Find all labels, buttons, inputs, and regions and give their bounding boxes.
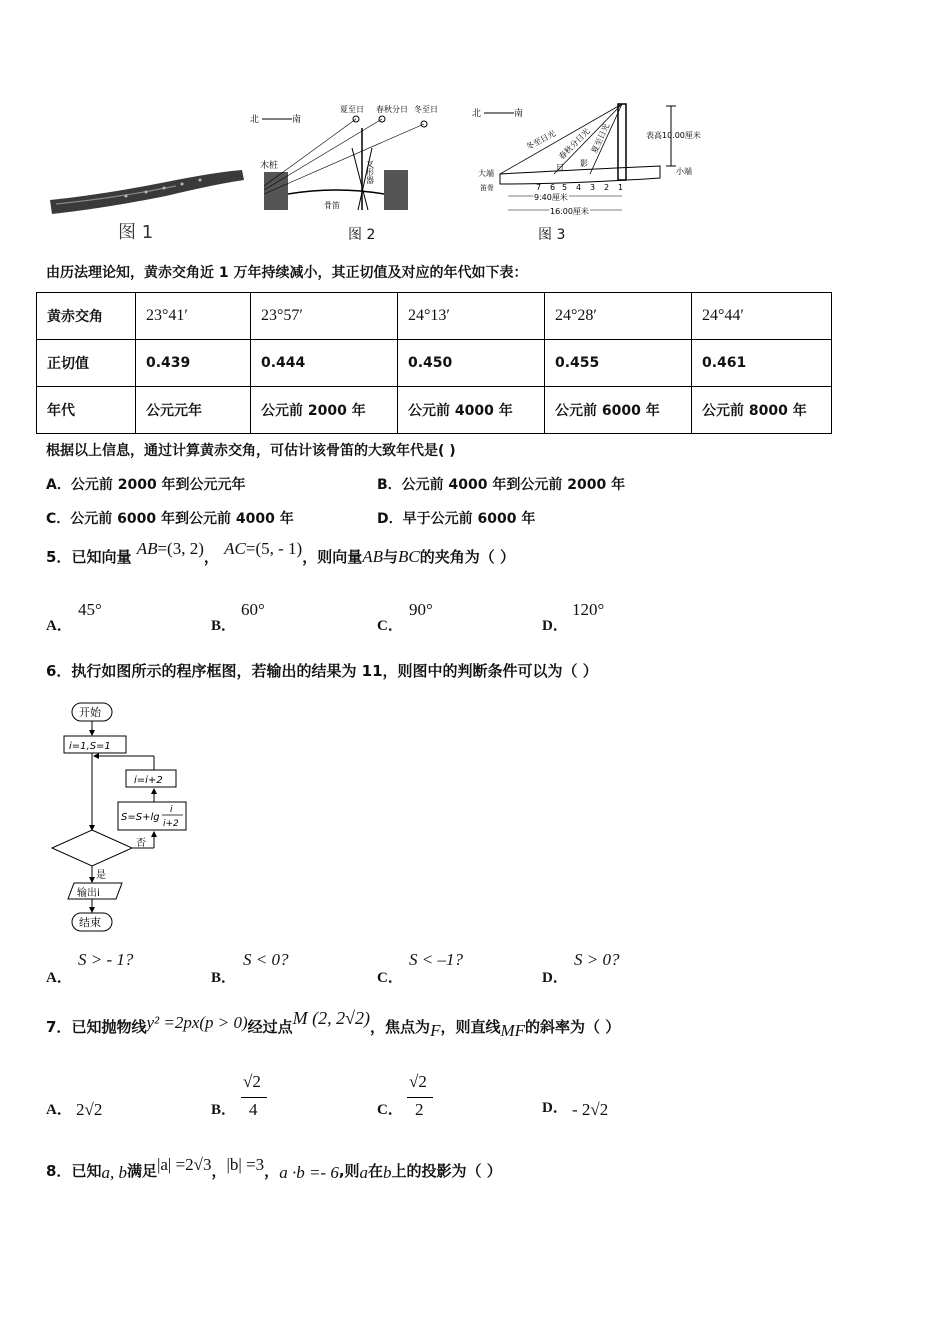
- option-text: 120°: [572, 600, 605, 619]
- q7-option-a[interactable]: [46, 1072, 196, 1128]
- option-label: A．: [46, 970, 72, 986]
- table-row: [37, 387, 832, 434]
- option-label: C．: [377, 1102, 403, 1118]
- q8-vec-a: a: [359, 1163, 369, 1182]
- fig3-small-end: 小端: [676, 167, 692, 176]
- q4-option-c[interactable]: [46, 508, 294, 528]
- option-text: S > 0?: [574, 950, 620, 969]
- fig3-len2: 16.00厘米: [550, 207, 589, 216]
- q7-point: M (2, 2√2): [292, 1008, 371, 1028]
- option-label: D．: [542, 1100, 568, 1116]
- q6-question: 6．执行如图所示的程序框图，若输出的结果为 11，则图中的判断条件可以为（ ）: [46, 662, 598, 680]
- flow-frac-den: i+2: [163, 819, 179, 829]
- option-text: 公元前 2000 年到公元元年: [70, 477, 246, 493]
- table-cell: 0.455: [545, 340, 692, 387]
- q4-option-d[interactable]: [377, 508, 535, 528]
- q5-option-c[interactable]: [377, 598, 497, 634]
- flow-update-i: i=i+2: [134, 775, 163, 786]
- vector-ab: AB: [136, 539, 158, 558]
- fig2-summer: 夏至日: [340, 105, 364, 114]
- q8-num: 8．: [46, 1162, 72, 1180]
- table-cell: 23°57′: [251, 293, 398, 340]
- table-row: [37, 293, 832, 340]
- fig3-tick-3: 3: [590, 183, 596, 192]
- q4-option-a[interactable]: [46, 474, 246, 494]
- figure-3-diagram: [470, 98, 720, 243]
- fig2-forked: 叉形器: [365, 160, 375, 184]
- fig3-shadow1: 日: [556, 163, 564, 172]
- option-text: 60°: [241, 600, 265, 619]
- q8-t5: 上的投影为（ ）: [391, 1162, 502, 1180]
- option-label: B．: [211, 970, 237, 986]
- flow-init: i=1,S=1: [69, 741, 111, 752]
- fig3-north: 北: [472, 109, 482, 119]
- q8-comma2: ，: [264, 1162, 280, 1180]
- flow-yes: 是: [96, 870, 106, 881]
- figure-3: [470, 98, 720, 243]
- q5-option-d[interactable]: [542, 598, 662, 634]
- vector-ab-2: AB: [362, 547, 383, 566]
- intro-text: 由历法理论知，黄赤交角近 1 万年持续减小，其正切值及对应的年代如下表：: [46, 265, 528, 281]
- fig2-bone: 骨笛: [324, 201, 340, 210]
- flow-start: 开始: [79, 706, 101, 719]
- fig3-tick-5: 5: [562, 183, 568, 192]
- q8-vectors: a, b: [101, 1163, 127, 1182]
- q7-question: [46, 1008, 621, 1040]
- q5-question: [46, 539, 515, 567]
- table-cell: 公元前 4000 年: [398, 387, 545, 434]
- option-label: C．: [377, 970, 403, 986]
- flow-frac-num: i: [170, 805, 173, 815]
- fig3-equinox: 春秋分日光: [557, 126, 592, 162]
- q5-t1: 已知向量: [71, 548, 132, 566]
- q8-cond1: |a| =2√3: [156, 1155, 212, 1174]
- option-label: D．: [377, 511, 403, 527]
- option-label: D．: [542, 618, 568, 634]
- option-text: 90°: [409, 600, 433, 619]
- q6-option-d[interactable]: [542, 950, 692, 986]
- flowchart: [50, 698, 210, 938]
- fig2-north: 北: [250, 115, 260, 125]
- q5-option-b[interactable]: [211, 598, 331, 634]
- option-text: 45°: [78, 600, 102, 619]
- fig3-south: 南: [514, 109, 524, 119]
- q6-option-b[interactable]: [211, 950, 361, 986]
- fraction-bar: [241, 1097, 267, 1098]
- fig3-tick-7: 7: [536, 183, 542, 192]
- option-text: 公元前 4000 年到公元前 2000 年: [401, 477, 626, 493]
- q7-focus: F: [430, 1021, 441, 1040]
- q5-comma: ，: [203, 548, 219, 566]
- option-label: C．: [46, 511, 71, 527]
- q8-t1: 已知: [71, 1162, 102, 1180]
- q8-t4: 在: [368, 1162, 384, 1180]
- q8-cond2: |b| =3: [226, 1155, 265, 1174]
- table-cell: 24°13′: [398, 293, 545, 340]
- option-text: 公元前 6000 年到公元前 4000 年: [70, 511, 294, 527]
- q7-t2: 经过点: [247, 1018, 293, 1036]
- option-label: B．: [211, 1102, 237, 1118]
- table-cell: 0.461: [692, 340, 832, 387]
- q8-t2: 满足: [126, 1162, 157, 1180]
- flowchart-diagram: [50, 698, 210, 938]
- table-cell: 23°41′: [136, 293, 251, 340]
- table-cell: 公元元年: [136, 387, 251, 434]
- flow-decision-shape: [52, 830, 132, 866]
- fig3-tick-6: 6: [550, 183, 556, 192]
- row-label: 正切值: [37, 340, 136, 387]
- option-denominator: 4: [249, 1100, 258, 1119]
- table-cell: 24°44′: [692, 293, 832, 340]
- figure-2: [248, 98, 448, 243]
- q5-option-a[interactable]: [46, 598, 166, 634]
- q7-t5: 的斜率为（ ）: [525, 1018, 621, 1036]
- q5-t2: ，则向量: [302, 548, 363, 566]
- figure-2-caption: 图 2: [348, 227, 376, 243]
- q7-num: 7．: [46, 1018, 72, 1036]
- figure-1-caption: 图 1: [118, 222, 154, 243]
- option-label: B．: [377, 477, 402, 493]
- option-denominator: 2: [415, 1100, 424, 1119]
- fig3-summer: 夏至日光: [589, 122, 612, 155]
- q4-option-b[interactable]: [377, 474, 625, 494]
- q8-comma1: ，: [211, 1162, 227, 1180]
- q5-t4: 的夹角为（ ）: [419, 548, 515, 566]
- option-numerator: √2: [409, 1072, 427, 1091]
- q7-equation: y² =2px(p > 0): [146, 1013, 248, 1032]
- option-text: S > - 1?: [78, 950, 134, 969]
- fig2-south: 南: [292, 115, 302, 125]
- q8-t3: ,则: [338, 1162, 360, 1180]
- q7-t3: ，焦点为: [370, 1018, 431, 1036]
- figure-2-diagram: [248, 98, 448, 243]
- fig3-len1: 9.40厘米: [534, 193, 568, 202]
- vector-bc: BC: [398, 547, 420, 566]
- fig3-tick-4: 4: [576, 183, 582, 192]
- table-cell: 0.450: [398, 340, 545, 387]
- q6-option-c[interactable]: [377, 950, 527, 986]
- vector-ac: AC: [224, 539, 246, 558]
- option-text: S < –1?: [409, 950, 463, 969]
- q7-t1: 已知抛物线: [71, 1018, 147, 1036]
- fig3-winter: 冬至日光: [524, 128, 558, 152]
- fig3-shadow2: 影: [580, 159, 588, 168]
- fig2-stake: 木桩: [260, 161, 279, 171]
- table-cell: 公元前 8000 年: [692, 387, 832, 434]
- fig3-tick-1: 1: [618, 183, 624, 192]
- obliquity-table: [36, 292, 832, 434]
- option-label: A．: [46, 1102, 72, 1118]
- option-label: B．: [211, 618, 237, 634]
- figure-3-caption: 图 3: [538, 227, 566, 243]
- q8-question: [46, 1155, 502, 1182]
- option-label: C．: [377, 618, 403, 634]
- fig3-height: 表高10.00厘米: [646, 131, 701, 140]
- flow-output: 输出i: [77, 888, 100, 899]
- q4-question: 根据以上信息，通过计算黄赤交角，可估计该骨笛的大致年代是( ): [46, 443, 456, 459]
- fig3-big-end: 大端: [478, 169, 494, 178]
- q5-eq2: =(5, - 1): [245, 539, 303, 558]
- q8-cond3: a ·b =- 6: [279, 1163, 339, 1182]
- fig3-flute: 笛骨: [480, 184, 494, 192]
- table-cell: 0.439: [136, 340, 251, 387]
- option-numerator: √2: [243, 1072, 261, 1091]
- flow-end: 结束: [79, 916, 101, 929]
- fraction-bar: [407, 1097, 433, 1098]
- q5-t3: 与: [383, 548, 399, 566]
- option-label: A．: [46, 477, 71, 493]
- option-text: 早于公元前 6000 年: [402, 511, 536, 527]
- q7-line: MF: [500, 1021, 526, 1040]
- option-label: D．: [542, 970, 568, 986]
- q8-vec-b: b: [383, 1163, 392, 1182]
- q5-num: 5．: [46, 548, 72, 566]
- q6-option-a[interactable]: [46, 950, 196, 986]
- q7-t4: ，则直线: [440, 1018, 501, 1036]
- table-cell: 24°28′: [545, 293, 692, 340]
- option-label: A．: [46, 618, 72, 634]
- q7-option-b[interactable]: [211, 1072, 361, 1128]
- table-cell: 公元前 6000 年: [545, 387, 692, 434]
- q7-option-d[interactable]: [542, 1072, 692, 1128]
- option-text: S < 0?: [243, 950, 289, 969]
- flow-no: 否: [136, 838, 146, 849]
- fig3-tick-2: 2: [604, 183, 610, 192]
- fig2-winter: 冬至日: [414, 105, 438, 114]
- option-text: - 2√2: [572, 1100, 609, 1119]
- flow-update-s: S=S+lg: [121, 812, 160, 823]
- table-cell: 公元前 2000 年: [251, 387, 398, 434]
- fig2-equinox: 春秋分日: [376, 105, 408, 114]
- row-label: 黄赤交角: [37, 293, 136, 340]
- option-text: 2√2: [76, 1100, 103, 1119]
- row-label: 年代: [37, 387, 136, 434]
- q7-option-c[interactable]: [377, 1072, 527, 1128]
- table-cell: 0.444: [251, 340, 398, 387]
- figure-1: [46, 160, 246, 243]
- q5-eq1: =(3, 2): [157, 539, 204, 558]
- table-row: [37, 340, 832, 387]
